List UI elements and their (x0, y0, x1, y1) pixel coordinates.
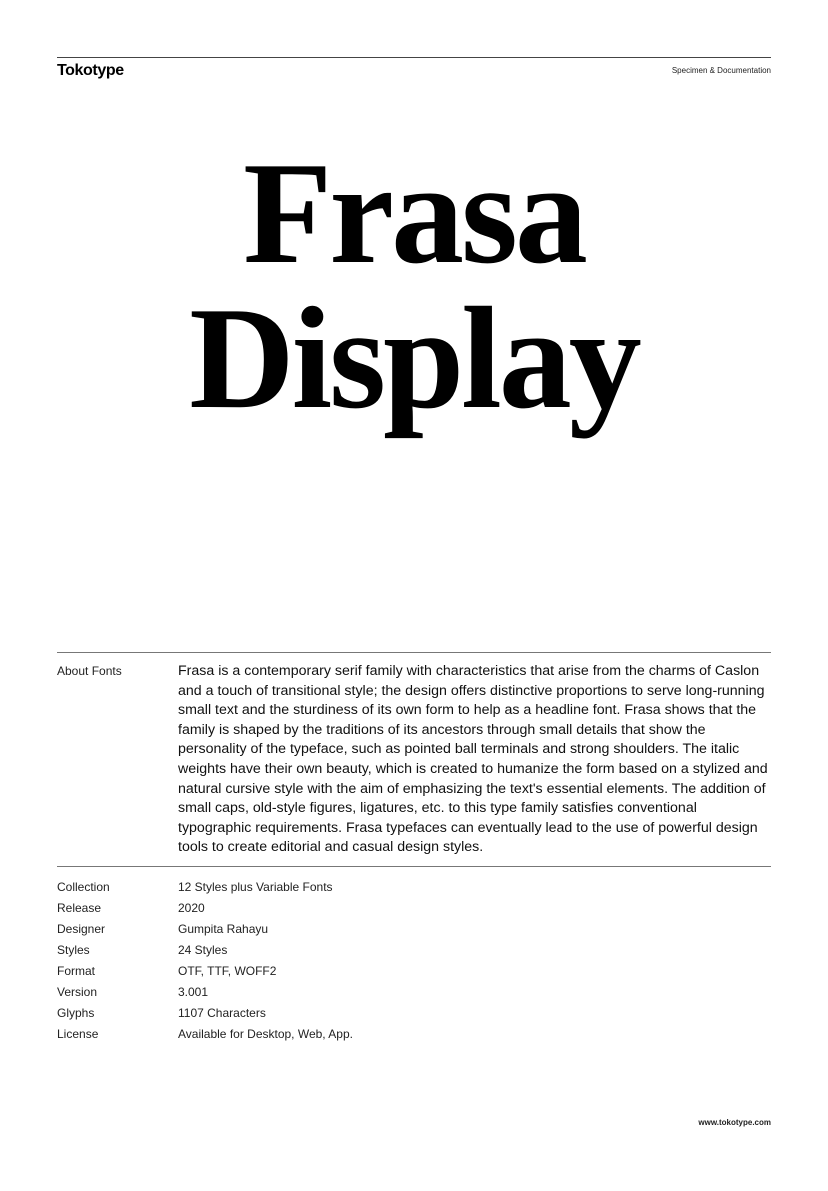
header-divider (57, 57, 771, 58)
font-title-line-1: Frasa (243, 132, 585, 294)
spec-value: 2020 (178, 900, 205, 915)
spec-value: 12 Styles plus Variable Fonts (178, 879, 333, 894)
spec-row-designer (57, 918, 771, 939)
spec-value: OTF, TTF, WOFF2 (178, 963, 277, 978)
spec-key: Format (57, 963, 96, 978)
spec-key: Glyphs (57, 1005, 95, 1020)
about-divider-bottom (57, 866, 771, 867)
spec-value: Available for Desktop, Web, App. (178, 1026, 353, 1041)
spec-row-license (57, 1023, 771, 1044)
spec-row-glyphs (57, 1002, 771, 1023)
spec-key: Release (57, 900, 102, 915)
spec-value: 3.001 (178, 984, 209, 999)
about-paragraph: Frasa is a contemporary serif family with characteristics that arise from the charms of Caslon and a touch of transitional style; the design offers distinctive proportions to serve long-running small text and the sturdiness of its own form to help as a headline font. Frasa shows that the family is shaped by the traditions of its ancestors through small details that show the personality of the typeface, such as pointed ball terminals and strong shoulders. The italic weights have their own beauty, which is created to humanize the form based on a stylized and natural cursive style with the aim of emphasizing the text's essential elements. The addition of small caps, old-style figures, ligatures, etc. to this type family satisfies conventional typographic requirements. Frasa typefaces can eventually lead to the use of powerful design tools to create editorial and casual design styles. (178, 663, 768, 856)
spec-key: Designer (57, 921, 106, 936)
spec-row-version (57, 981, 771, 1002)
spec-value: 24 Styles (178, 942, 228, 957)
spec-value: Gumpita Rahayu (178, 921, 269, 936)
spec-row-format (57, 960, 771, 981)
spec-value: 1107 Characters (178, 1005, 266, 1020)
spec-row-collection (57, 876, 771, 897)
footer-url[interactable]: www.tokotype.com (698, 1118, 771, 1127)
brand-logo: Tokotype (57, 62, 124, 79)
spec-key: Styles (57, 942, 90, 957)
header-subtitle: Specimen & Documentation (671, 66, 771, 75)
spec-table (57, 876, 771, 1044)
spec-row-styles (57, 939, 771, 960)
about-label: About Fonts (57, 664, 122, 678)
spec-key: Collection (57, 879, 110, 894)
about-divider-top (57, 652, 771, 653)
font-title-line-2: Display (189, 277, 639, 439)
spec-key: Version (57, 984, 98, 999)
spec-row-release (57, 897, 771, 918)
spec-key: License (57, 1026, 99, 1041)
